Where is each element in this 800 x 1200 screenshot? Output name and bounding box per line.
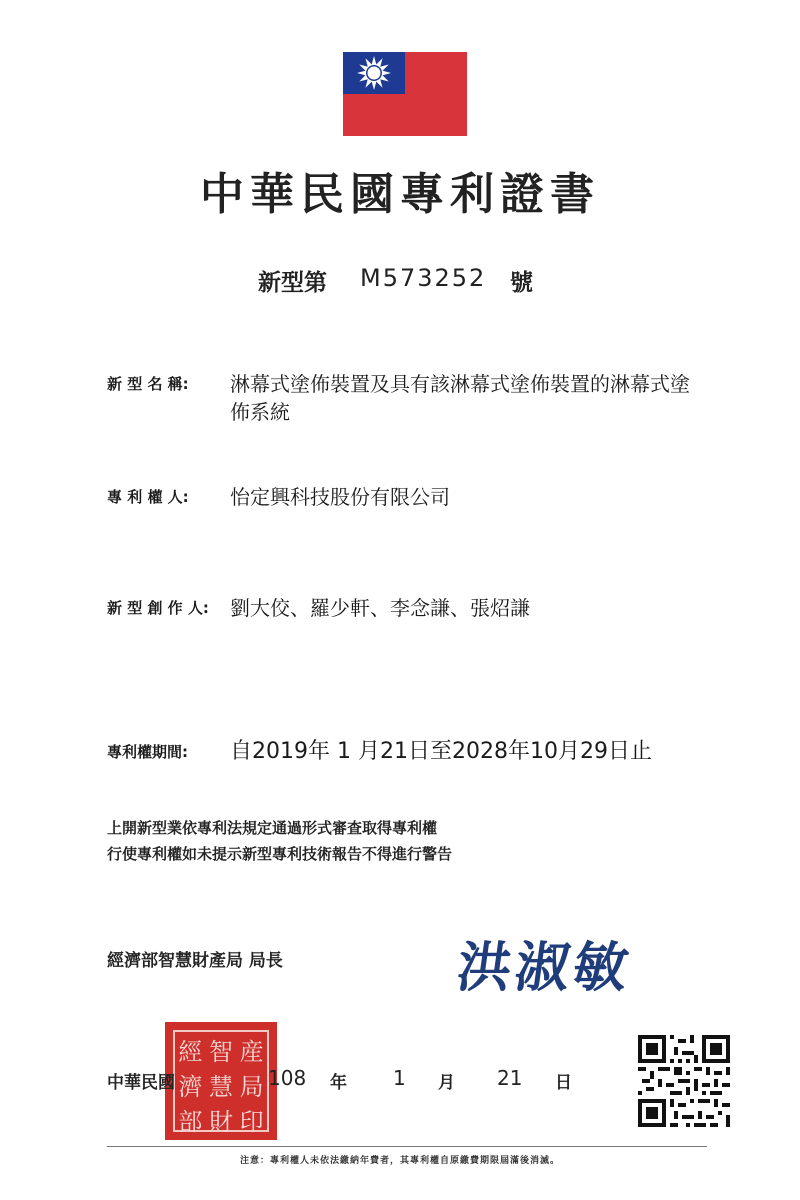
issuing-agency: 經濟部智慧財產局 局長 bbox=[107, 951, 283, 971]
director-signature: 洪淑敏 bbox=[453, 935, 637, 999]
date-day: 21 bbox=[497, 1066, 523, 1090]
seal-char: 局 bbox=[239, 1073, 264, 1101]
official-seal bbox=[165, 1022, 277, 1140]
field-label: 新 型 創 作 人: bbox=[107, 599, 209, 617]
field-value: 劉大佼、羅少軒、李念謙、張炤謙 bbox=[230, 596, 530, 620]
field-label: 專利權期間: bbox=[107, 743, 188, 761]
seal-char: 印 bbox=[239, 1108, 264, 1136]
date-month-unit: 月 bbox=[438, 1073, 455, 1093]
white-sun-icon bbox=[354, 53, 394, 93]
seal-characters bbox=[173, 1030, 269, 1136]
certificate-title: 中華民國專利證書 bbox=[200, 169, 600, 220]
field-label: 新 型 名 稱: bbox=[107, 375, 189, 393]
field-value: 怡定興科技股份有限公司 bbox=[230, 485, 450, 509]
roc-flag bbox=[343, 52, 467, 136]
date-era: 中華民國 bbox=[107, 1073, 175, 1093]
date-month: 1 bbox=[393, 1066, 406, 1090]
field-value: 自2019年 1 月21日至2028年10月29日止 bbox=[230, 739, 652, 764]
patent-number-suffix: 號 bbox=[510, 270, 533, 296]
legal-notice bbox=[107, 815, 452, 867]
qr-code-icon bbox=[638, 1035, 730, 1127]
patent-number: M573252 bbox=[360, 264, 487, 292]
seal-char: 財 bbox=[208, 1108, 233, 1136]
seal-char: 經 bbox=[178, 1038, 203, 1066]
date-year: 108 bbox=[268, 1066, 307, 1090]
notice-line-2: 行使專利權如未提示新型專利技術報告不得進行警告 bbox=[107, 845, 453, 863]
field-value: 淋幕式塗佈裝置及具有該淋幕式塗佈裝置的淋幕式塗佈系統 bbox=[230, 372, 690, 424]
seal-char: 智 bbox=[208, 1038, 233, 1066]
seal-char: 産 bbox=[239, 1038, 264, 1066]
notice-line-1: 上開新型業依專利法規定通過形式審查取得專利權 bbox=[107, 819, 438, 837]
seal-char: 慧 bbox=[208, 1073, 233, 1101]
field-label: 專 利 權 人: bbox=[107, 488, 189, 506]
date-day-unit: 日 bbox=[555, 1073, 572, 1093]
seal-char: 部 bbox=[178, 1108, 203, 1136]
seal-char: 濟 bbox=[178, 1073, 203, 1101]
date-year-unit: 年 bbox=[330, 1073, 347, 1093]
footer-note: 注意：專利權人未依法繳納年費者，其專利權自原繳費期限屆滿後消滅。 bbox=[239, 1156, 560, 1166]
patent-number-prefix: 新型第 bbox=[258, 270, 327, 296]
footer-divider bbox=[107, 1146, 707, 1147]
